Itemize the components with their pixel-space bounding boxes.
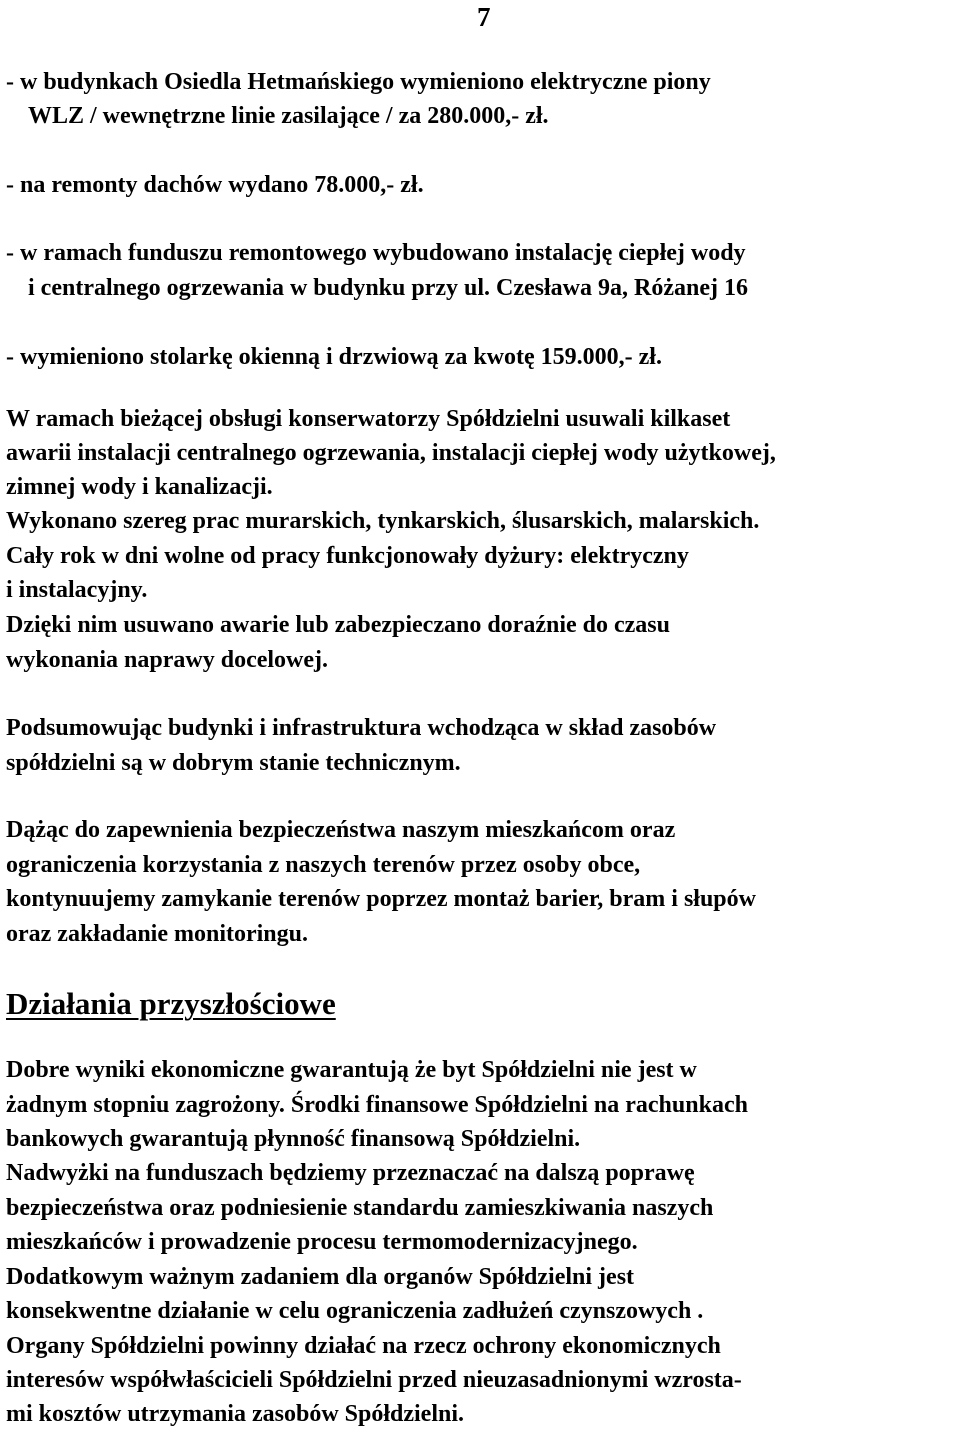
text-line: Dodatkowym ważnym zadaniem dla organów Spółdzielni jest	[6, 1264, 635, 1290]
text-line: Dążąc do zapewnienia bezpieczeństwa naszym mieszkańcom oraz	[6, 817, 676, 843]
text-line: Dobre wyniki ekonomiczne gwarantują że byt Spółdzielni nie jest w	[6, 1057, 697, 1083]
text-line: mieszkańców i prowadzenie procesu termomodernizacyjnego.	[6, 1229, 638, 1255]
text-line: żadnym stopniu zagrożony. Środki finansowe Spółdzielni na rachunkach	[6, 1092, 748, 1118]
section-heading: Działania przyszłościowe	[6, 986, 336, 1021]
text-line: - w ramach funduszu remontowego wybudowano instalację ciepłej wody	[6, 240, 746, 266]
text-line: i centralnego ogrzewania w budynku przy ul. Czesława 9a, Różanej 16	[28, 275, 748, 301]
text-line: W ramach bieżącej obsługi konserwatorzy Spółdzielni usuwali kilkaset	[6, 406, 731, 432]
text-line: - na remonty dachów wydano 78.000,- zł.	[6, 172, 424, 198]
text-line: bankowych gwarantują płynność finansową Spółdzielni.	[6, 1126, 581, 1152]
text-line: - w budynkach Osiedla Hetmańskiego wymieniono elektryczne piony	[6, 69, 711, 95]
text-line: konsekwentne działanie w celu ograniczenia zadłużeń czynszowych .	[6, 1298, 704, 1324]
text-line: Cały rok w dni wolne od pracy funkcjonowały dyżury: elektryczny	[6, 543, 689, 569]
text-line: spółdzielni są w dobrym stanie technicznym.	[6, 750, 461, 776]
text-line: - wymieniono stolarkę okienną i drzwiową za kwotę 159.000,- zł.	[6, 344, 662, 370]
text-line: Dzięki nim usuwano awarie lub zabezpieczano doraźnie do czasu	[6, 612, 670, 638]
text-line: kontynuujemy zamykanie terenów poprzez montaż barier, bram i słupów	[6, 886, 756, 912]
text-line: bezpieczeństwa oraz podniesienie standardu zamieszkiwania naszych	[6, 1195, 714, 1221]
text-line: zimnej wody i kanalizacji.	[6, 474, 273, 500]
text-line: ograniczenia korzystania z naszych terenów przez osoby obce,	[6, 852, 641, 878]
text-line: Podsumowując budynki i infrastruktura wchodząca w skład zasobów	[6, 715, 717, 741]
text-line: Nadwyżki na funduszach będziemy przeznaczać na dalszą poprawę	[6, 1160, 695, 1186]
page-number: 7	[477, 2, 491, 32]
text-line: awarii instalacji centralnego ogrzewania, instalacji ciepłej wody użytkowej,	[6, 440, 776, 466]
text-line: Organy Spółdzielni powinny działać na rzecz ochrony ekonomicznych	[6, 1333, 721, 1359]
text-line: interesów współwłaścicieli Spółdzielni przed nieuzasadnionymi wzrosta-	[6, 1367, 742, 1393]
text-line: mi kosztów utrzymania zasobów Spółdzielni.	[6, 1401, 465, 1427]
text-line: oraz zakładanie monitoringu.	[6, 921, 309, 947]
text-line: Wykonano szereg prac murarskich, tynkarskich, ślusarskich, malarskich.	[6, 508, 760, 534]
text-line: i instalacyjny.	[6, 577, 148, 603]
text-line: wykonania naprawy docelowej.	[6, 647, 329, 673]
text-line: WLZ / wewnętrzne linie zasilające / za 280.000,- zł.	[28, 103, 549, 129]
